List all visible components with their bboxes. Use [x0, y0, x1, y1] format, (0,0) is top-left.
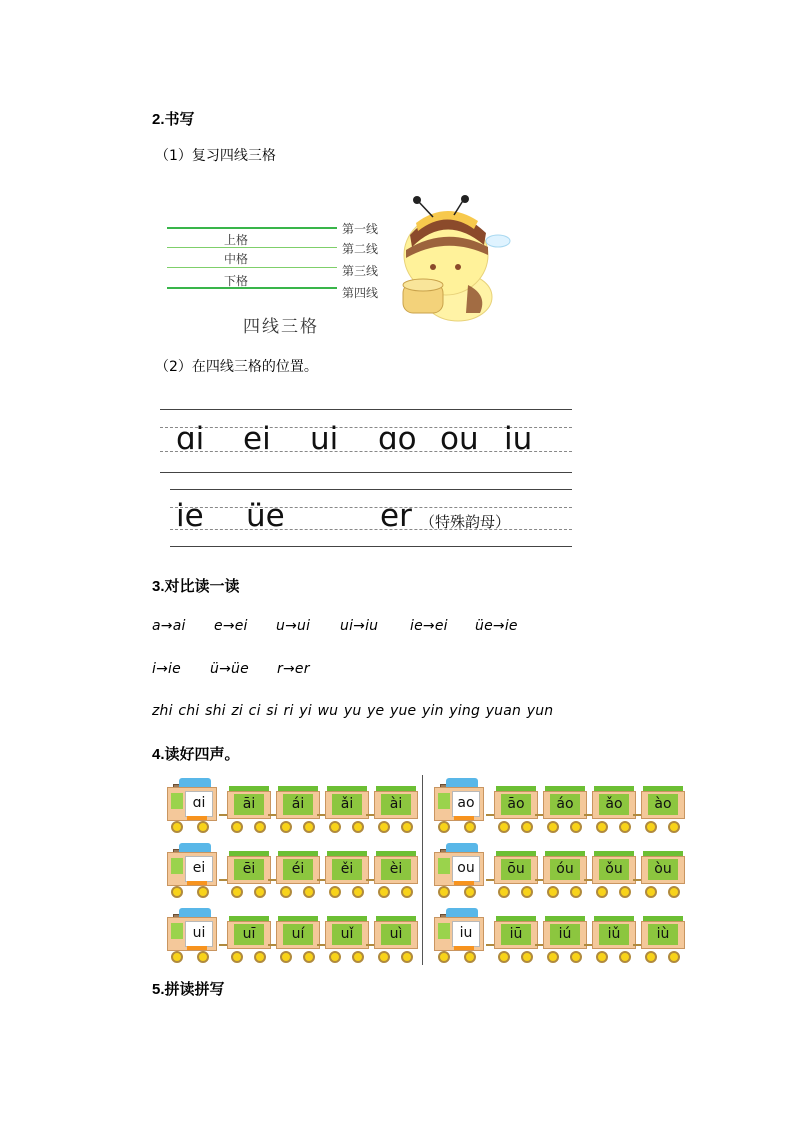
- wheel: [352, 821, 364, 833]
- wheel: [645, 951, 657, 963]
- engine-roof: [446, 843, 478, 852]
- engine-roof: [446, 908, 478, 917]
- engine-stripe: [454, 816, 474, 820]
- wheel: [668, 821, 680, 833]
- section-2-title: 2.书写: [152, 111, 195, 128]
- train-car: [641, 916, 685, 964]
- train-divider: [422, 775, 423, 965]
- train-car: [276, 786, 320, 834]
- wheel: [570, 886, 582, 898]
- wheel: [171, 951, 183, 963]
- wheel: [303, 951, 315, 963]
- four-line-diagram: [160, 195, 520, 345]
- compare-item: u→ui: [276, 618, 311, 634]
- car-label: iù: [648, 924, 678, 945]
- train-car: [374, 786, 418, 834]
- staff1-line-4: [160, 472, 572, 473]
- section-3-title: 3.对比读一读: [152, 578, 240, 595]
- wheel: [401, 821, 413, 833]
- wheel: [547, 886, 559, 898]
- line-label-4: 第四线: [342, 286, 379, 300]
- final-ao: ɑo: [378, 421, 417, 457]
- car-label: áo: [550, 794, 580, 815]
- wheel: [547, 821, 559, 833]
- engine-stripe: [454, 946, 474, 950]
- final-ei: ei: [243, 421, 271, 457]
- wheel: [619, 886, 631, 898]
- line-label-3: 第三线: [342, 264, 379, 278]
- wheel: [171, 821, 183, 833]
- train-car: [543, 851, 587, 899]
- train-car: [494, 851, 538, 899]
- wheel: [438, 821, 450, 833]
- train-engine: [163, 778, 221, 834]
- final-ou: ou: [440, 421, 479, 457]
- wheel: [570, 951, 582, 963]
- train-car: [592, 851, 636, 899]
- cell-label-upper: 上格: [224, 233, 249, 247]
- section-5-title: 5.拼读拼写: [152, 981, 225, 998]
- wheel: [464, 821, 476, 833]
- wheel: [197, 821, 209, 833]
- train-car: [543, 916, 587, 964]
- train-car: [641, 786, 685, 834]
- staff2-line-3: [170, 529, 572, 530]
- car-label: uǐ: [332, 924, 362, 945]
- final-ai: ɑi: [176, 421, 205, 457]
- wheel: [521, 951, 533, 963]
- engine-stripe: [187, 881, 207, 885]
- train-car: [227, 851, 271, 899]
- wheel: [401, 886, 413, 898]
- wheel: [352, 951, 364, 963]
- train: [163, 843, 413, 899]
- wheel: [619, 821, 631, 833]
- train-car: [227, 916, 271, 964]
- diagram-line-2: [167, 247, 337, 248]
- car-label: ōu: [501, 859, 531, 880]
- train-car: [325, 786, 369, 834]
- compare-item: ui→iu: [340, 618, 379, 634]
- wheel: [303, 821, 315, 833]
- wheel: [280, 951, 292, 963]
- compare-item: üe→ie: [475, 618, 518, 634]
- engine-panel: [438, 793, 450, 809]
- engine-roof: [179, 778, 211, 787]
- engine-stripe: [187, 816, 207, 820]
- engine-stripe: [454, 881, 474, 885]
- train: [163, 908, 413, 964]
- wheel: [254, 821, 266, 833]
- train-car: [592, 916, 636, 964]
- wheel: [645, 821, 657, 833]
- train: [430, 908, 680, 964]
- compare-item: ü→üe: [210, 661, 249, 677]
- train-car: [325, 851, 369, 899]
- wheel: [521, 886, 533, 898]
- car-label: iú: [550, 924, 580, 945]
- wheel: [329, 821, 341, 833]
- car-label: āi: [234, 794, 264, 815]
- wheel: [378, 821, 390, 833]
- engine-panel: [171, 923, 183, 939]
- engine-panel: [438, 923, 450, 939]
- car-label: ái: [283, 794, 313, 815]
- car-label: ǎi: [332, 794, 362, 815]
- car-label: óu: [550, 859, 580, 880]
- wheel: [303, 886, 315, 898]
- wheel: [464, 951, 476, 963]
- wheel: [352, 886, 364, 898]
- car-label: ēi: [234, 859, 264, 880]
- train-car: [276, 916, 320, 964]
- engine-panel: [171, 858, 183, 874]
- wheel: [619, 951, 631, 963]
- final-iu: iu: [504, 421, 533, 457]
- compare-line-2: [152, 661, 310, 677]
- staff2-line-4: [170, 546, 572, 547]
- wheel: [197, 951, 209, 963]
- car-label: ài: [381, 794, 411, 815]
- final-ie: ie: [176, 498, 204, 534]
- wheel: [498, 886, 510, 898]
- car-label: āo: [501, 794, 531, 815]
- car-label: èi: [381, 859, 411, 880]
- final-er: er: [380, 498, 412, 534]
- car-label: ǒu: [599, 859, 629, 880]
- car-label: iū: [501, 924, 531, 945]
- diagram-title: 四线三格: [243, 317, 319, 337]
- engine-label: ui: [185, 921, 213, 947]
- wheel: [231, 821, 243, 833]
- train-car: [374, 851, 418, 899]
- staff2-line-2: [170, 507, 572, 508]
- staff2-line-1: [170, 489, 572, 490]
- wheel: [438, 951, 450, 963]
- engine-label: ei: [185, 856, 213, 882]
- engine-label: ao: [452, 791, 480, 817]
- special-final-note: （特殊韵母）: [420, 513, 511, 531]
- train-engine: [430, 908, 488, 964]
- train-car: [641, 851, 685, 899]
- train: [163, 778, 413, 834]
- train-engine: [430, 843, 488, 899]
- wheel: [171, 886, 183, 898]
- section-4-title: 4.读好四声。: [152, 746, 240, 763]
- engine-panel: [438, 858, 450, 874]
- wheel: [329, 951, 341, 963]
- wheel: [596, 951, 608, 963]
- diagram-line-3: [167, 267, 337, 268]
- compare-item: r→er: [277, 661, 310, 677]
- train-car: [325, 916, 369, 964]
- cell-label-lower: 下格: [224, 274, 249, 288]
- wheel: [231, 886, 243, 898]
- line-label-1: 第一线: [342, 222, 379, 236]
- train-car: [494, 916, 538, 964]
- train-engine: [163, 843, 221, 899]
- engine-roof: [446, 778, 478, 787]
- wheel: [570, 821, 582, 833]
- final-ui: ui: [310, 421, 339, 457]
- section-2-sub1: （1）复习四线三格: [155, 148, 276, 164]
- wheel: [438, 886, 450, 898]
- wheel: [645, 886, 657, 898]
- engine-panel: [171, 793, 183, 809]
- wheel: [464, 886, 476, 898]
- wheel: [668, 951, 680, 963]
- train-car: [592, 786, 636, 834]
- train-car: [227, 786, 271, 834]
- car-label: uì: [381, 924, 411, 945]
- wheel: [197, 886, 209, 898]
- car-label: ǎo: [599, 794, 629, 815]
- engine-stripe: [187, 946, 207, 950]
- car-label: éi: [283, 859, 313, 880]
- wheel: [280, 821, 292, 833]
- line-label-2: 第二线: [342, 242, 379, 256]
- car-label: uī: [234, 924, 264, 945]
- engine-label: ɑi: [185, 791, 213, 817]
- bee-illustration: [388, 195, 518, 330]
- car-label: uí: [283, 924, 313, 945]
- wheel: [329, 886, 341, 898]
- train-car: [543, 786, 587, 834]
- compare-item: ie→ei: [410, 618, 448, 634]
- wheel: [498, 951, 510, 963]
- train-car: [494, 786, 538, 834]
- car-label: ào: [648, 794, 678, 815]
- train-engine: [430, 778, 488, 834]
- wheel: [378, 886, 390, 898]
- engine-label: iu: [452, 921, 480, 947]
- wheel: [254, 951, 266, 963]
- compare-item: a→ai: [152, 618, 186, 634]
- train-car: [374, 916, 418, 964]
- diagram-line-1: [167, 227, 337, 229]
- wheel: [596, 886, 608, 898]
- wheel: [254, 886, 266, 898]
- wheel: [547, 951, 559, 963]
- cell-label-middle: 中格: [224, 252, 249, 266]
- car-label: òu: [648, 859, 678, 880]
- staff1-line-1: [160, 409, 572, 410]
- engine-roof: [179, 908, 211, 917]
- car-label: ěi: [332, 859, 362, 880]
- train-engine: [163, 908, 221, 964]
- engine-roof: [179, 843, 211, 852]
- engine-label: ou: [452, 856, 480, 882]
- diagram-line-4: [167, 287, 337, 289]
- car-label: iǔ: [599, 924, 629, 945]
- train: [430, 778, 680, 834]
- train-car: [276, 851, 320, 899]
- writing-staff: [160, 405, 575, 555]
- train: [430, 843, 680, 899]
- wheel: [596, 821, 608, 833]
- wheel: [668, 886, 680, 898]
- wheel: [498, 821, 510, 833]
- wheel: [280, 886, 292, 898]
- compare-line-3: zhi chi shi zi ci si ri yi wu yu ye yue yin ying yuan yun: [152, 703, 554, 719]
- compare-item: i→ie: [152, 661, 181, 677]
- wheel: [378, 951, 390, 963]
- compare-item: e→ei: [214, 618, 248, 634]
- compare-line-1: [152, 618, 518, 634]
- section-2-sub2: （2）在四线三格的位置。: [155, 359, 318, 375]
- wheel: [401, 951, 413, 963]
- wheel: [231, 951, 243, 963]
- final-ue: üe: [246, 498, 285, 534]
- wheel: [521, 821, 533, 833]
